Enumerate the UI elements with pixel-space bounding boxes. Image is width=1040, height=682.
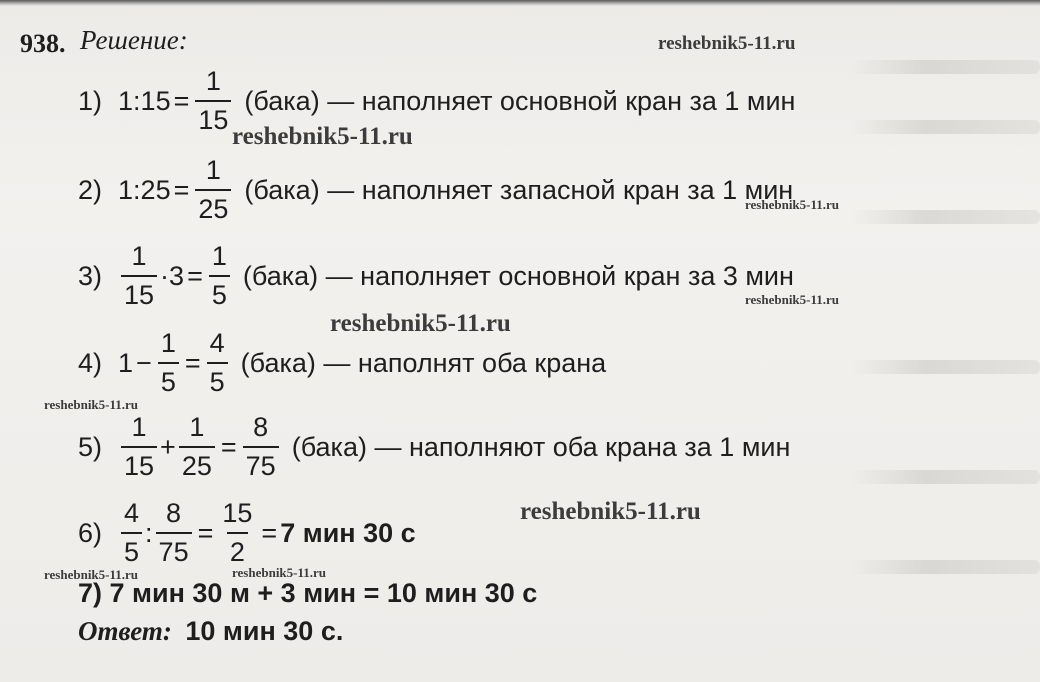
step-label: 4): [78, 347, 103, 378]
numerator: 4: [209, 328, 225, 358]
scan-top-edge: [0, 0, 1040, 6]
denominator: 15: [121, 275, 157, 309]
denominator: 15: [195, 100, 231, 134]
watermark: reshebnik5-11.ru: [44, 397, 139, 412]
bleed-through-line: [850, 470, 1040, 484]
equals-sign: =: [220, 431, 237, 462]
denominator: 5: [158, 362, 179, 396]
numerator: 1: [189, 412, 205, 442]
denominator: 75: [156, 532, 192, 566]
fraction-result: [243, 414, 279, 480]
equals-sign: =: [187, 260, 203, 291]
divisor: 15: [140, 85, 171, 116]
fraction-result: [195, 68, 231, 134]
watermark: reshebnik5-11.ru: [44, 567, 139, 582]
equals-sign: =: [173, 174, 190, 205]
watermark: reshebnik5-11.ru: [330, 310, 511, 337]
watermark: reshebnik5-11.ru: [658, 33, 796, 54]
denominator: 5: [207, 362, 228, 396]
numerator: 4: [124, 498, 140, 528]
answer-label: Ответ:: [78, 616, 172, 646]
numerator: 15: [222, 498, 253, 528]
solution-step-5: [78, 414, 790, 480]
answer-value: 10 мин 30 с.: [185, 616, 344, 646]
numerator: 1: [211, 241, 227, 271]
dividend: 1: [118, 85, 134, 116]
denominator: 25: [195, 189, 231, 223]
fraction-result: [207, 330, 228, 396]
bleed-through-line: [850, 210, 1040, 224]
denominator: 15: [121, 446, 157, 480]
denominator: 75: [243, 446, 279, 480]
numerator: 1: [160, 328, 176, 358]
bleed-through-line: [850, 360, 1040, 374]
problem-number: 938.: [20, 29, 66, 58]
watermark: reshebnik5-11.ru: [745, 197, 840, 212]
step-description: (бака) — наполняет запасной кран за 1 мин: [244, 174, 794, 205]
multiplier: 3: [169, 260, 185, 291]
step-label: 3): [78, 260, 103, 291]
solution-step-2: [78, 157, 793, 223]
minuend: 1: [118, 347, 134, 378]
solution-step-4: [78, 330, 606, 396]
dividend: 1: [118, 174, 134, 205]
step-label: 5): [78, 431, 103, 462]
solution-step-3: [78, 243, 794, 309]
step-label: 2): [78, 174, 103, 205]
denominator: 25: [179, 446, 215, 480]
equals-sign: =: [184, 347, 201, 378]
watermark: reshebnik5-11.ru: [232, 123, 413, 150]
fraction-operand: [121, 500, 142, 566]
bleed-through-line: [850, 60, 1040, 74]
step-label: 1): [78, 85, 103, 116]
equals-sign: =: [261, 517, 278, 548]
fraction-result: [195, 157, 231, 223]
fraction-operand: [158, 330, 179, 396]
operator: :: [145, 517, 153, 548]
denominator: 2: [227, 532, 248, 566]
operator: :: [133, 85, 141, 116]
denominator: 5: [209, 275, 230, 309]
answer-line: [78, 616, 343, 647]
solution-step-7: 7) 7 мин 30 м + 3 мин = 10 мин 30 с: [78, 578, 538, 608]
equals-sign: =: [197, 517, 214, 548]
denominator: 5: [121, 532, 142, 566]
divisor: 25: [140, 174, 171, 205]
numerator: 8: [253, 412, 269, 442]
watermark: reshebnik5-11.ru: [520, 498, 701, 525]
bleed-through-line: [850, 560, 1040, 574]
step-label: 6): [78, 517, 103, 548]
step-description: (бака) — наполняет основной кран за 3 мин: [242, 260, 794, 291]
step-description: (бака) — наполняют оба крана за 1 мин: [291, 431, 791, 462]
solution-heading: Решение:: [80, 25, 188, 55]
solution-step-1: [78, 68, 795, 134]
fraction-operand: [121, 243, 157, 309]
operator: +: [160, 431, 176, 462]
watermark: reshebnik5-11.ru: [745, 292, 840, 307]
fraction-result: [219, 500, 255, 566]
numerator: 1: [205, 155, 221, 185]
step-description: (бака) — наполняет основной кран за 1 мин: [244, 85, 796, 116]
fraction-result: [209, 243, 230, 309]
fraction-operand: [179, 414, 215, 480]
numerator: 1: [131, 412, 147, 442]
numerator: 8: [166, 498, 182, 528]
numerator: 1: [205, 66, 221, 96]
fraction-operand: [121, 414, 157, 480]
solution-step-6: [78, 500, 416, 566]
final-time: 7 мин 30 с: [280, 517, 416, 548]
numerator: 1: [131, 241, 147, 271]
equals-sign: =: [173, 85, 190, 116]
operator: :: [133, 174, 141, 205]
watermark: reshebnik5-11.ru: [232, 565, 327, 580]
step-description: (бака) — наполнят оба крана: [240, 347, 607, 378]
operator: −: [136, 347, 152, 378]
operator: ·: [160, 260, 170, 291]
fraction-operand: [156, 500, 192, 566]
bleed-through-line: [850, 120, 1040, 134]
